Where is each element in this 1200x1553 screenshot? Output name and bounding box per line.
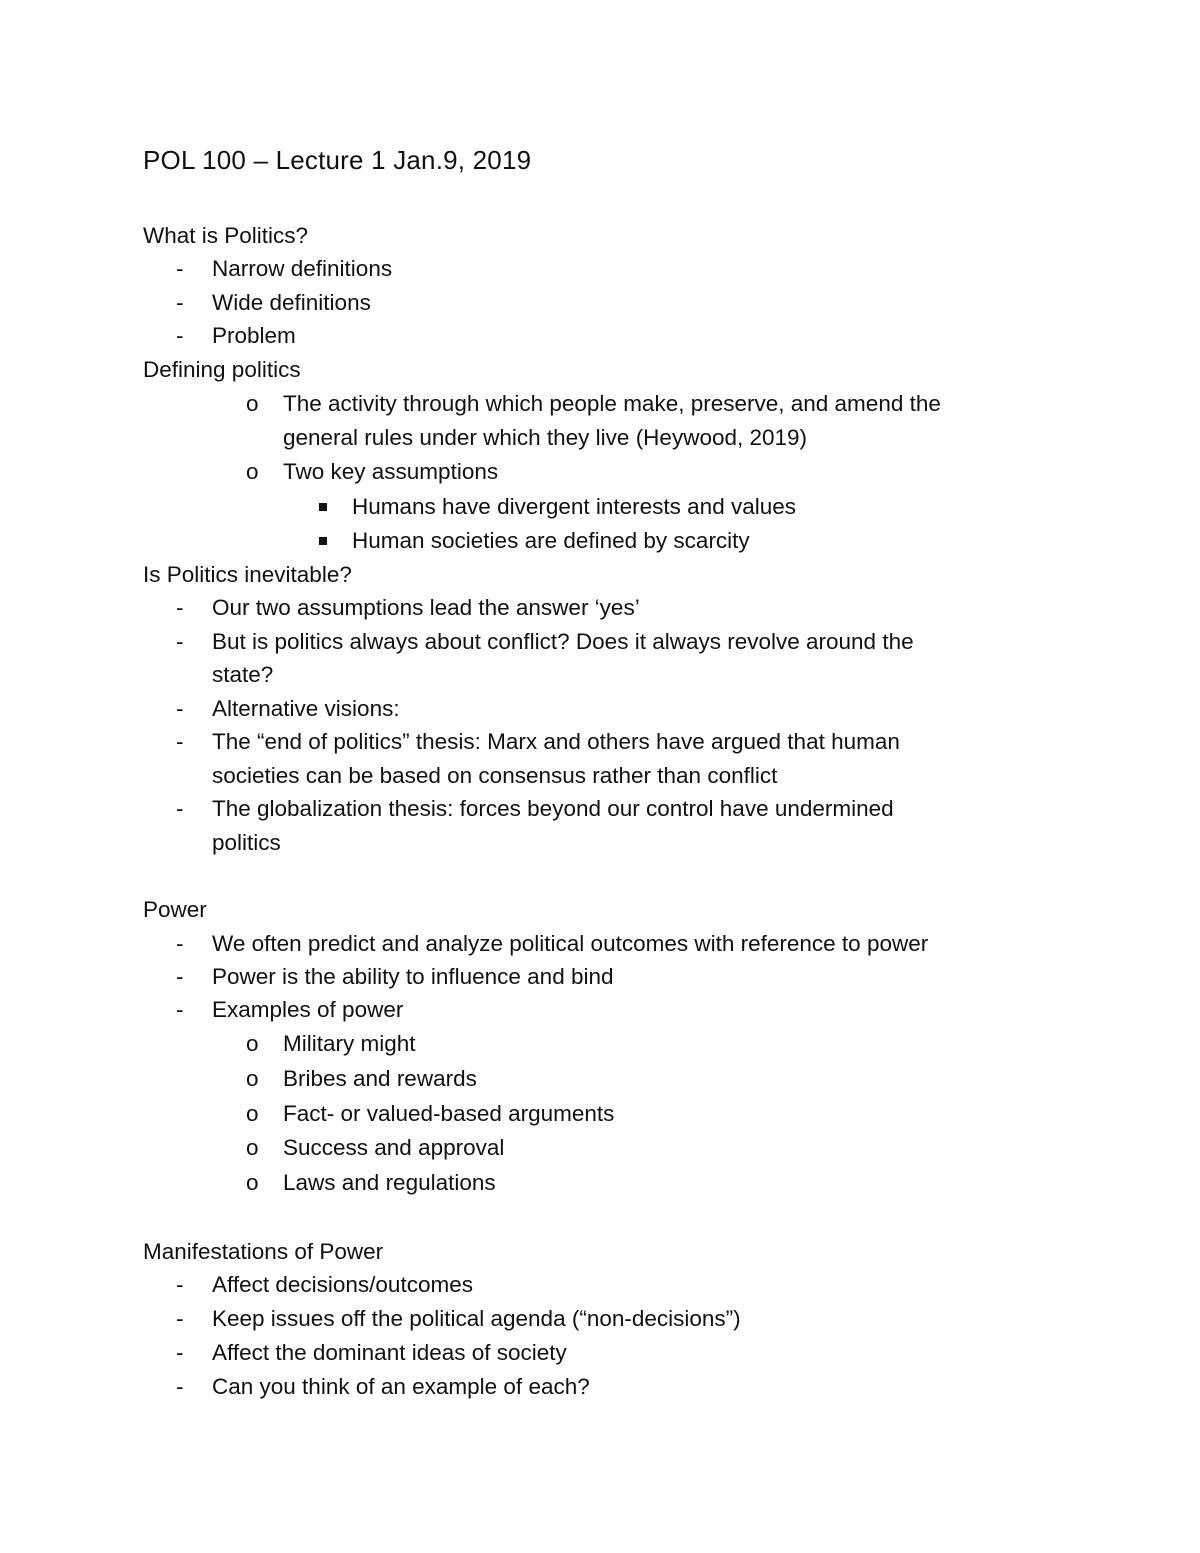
list-item: Keep issues off the political agenda (“non-decisions”) [212, 1306, 741, 1331]
circle-bullet-icon: o [246, 1101, 259, 1126]
document-title: POL 100 – Lecture 1 Jan.9, 2019 [143, 145, 532, 175]
list-item: Narrow definitions [212, 256, 393, 281]
dash-bullet-icon: - [176, 696, 184, 721]
section-heading-inevitable: Is Politics inevitable? [143, 562, 352, 587]
dash-bullet-icon: - [176, 931, 184, 956]
list-item: Power is the ability to influence and bind [212, 964, 614, 989]
list-item: The “end of politics” thesis: Marx and others have argued that human [212, 729, 900, 754]
square-bullet-icon [319, 503, 327, 511]
list-item: But is politics always about conflict? Does it always revolve around the [212, 629, 914, 654]
list-item: Human societies are defined by scarcity [352, 528, 750, 553]
list-item-continuation: state? [212, 662, 274, 687]
list-item: Fact- or valued-based arguments [283, 1101, 615, 1126]
square-bullet-icon [319, 537, 327, 545]
circle-bullet-icon: o [246, 1066, 259, 1091]
circle-bullet-icon: o [246, 1135, 259, 1160]
section-heading-power: Power [143, 897, 207, 922]
list-item-continuation: societies can be based on consensus rather than conflict [212, 763, 778, 788]
list-item: Bribes and rewards [283, 1066, 477, 1091]
list-item: Examples of power [212, 997, 404, 1022]
list-item: Affect decisions/outcomes [212, 1272, 473, 1297]
list-item: Two key assumptions [283, 459, 499, 484]
dash-bullet-icon: - [176, 595, 184, 620]
list-item: Wide definitions [212, 290, 371, 315]
list-item: Humans have divergent interests and values [352, 494, 797, 519]
list-item: The globalization thesis: forces beyond our control have undermined [212, 796, 894, 821]
list-item: Can you think of an example of each? [212, 1374, 590, 1399]
circle-bullet-icon: o [246, 459, 259, 484]
list-item: Success and approval [283, 1135, 505, 1160]
dash-bullet-icon: - [176, 629, 184, 654]
dash-bullet-icon: - [176, 997, 184, 1022]
list-item-continuation: general rules under which they live (Heywood, 2019) [283, 425, 808, 450]
section-heading-what-is-politics: What is Politics? [143, 223, 309, 248]
dash-bullet-icon: - [176, 796, 184, 821]
list-item: Affect the dominant ideas of society [212, 1340, 567, 1365]
section-heading-manifestations: Manifestations of Power [143, 1239, 384, 1264]
circle-bullet-icon: o [246, 1170, 259, 1195]
dash-bullet-icon: - [176, 1374, 184, 1399]
list-item-continuation: politics [212, 830, 281, 855]
list-item: Laws and regulations [283, 1170, 496, 1195]
dash-bullet-icon: - [176, 323, 184, 348]
dash-bullet-icon: - [176, 964, 184, 989]
list-item: Problem [212, 323, 296, 348]
list-item: Military might [283, 1031, 416, 1056]
circle-bullet-icon: o [246, 1031, 259, 1056]
circle-bullet-icon: o [246, 391, 259, 416]
list-item: The activity through which people make, preserve, and amend the [283, 391, 941, 416]
dash-bullet-icon: - [176, 256, 184, 281]
dash-bullet-icon: - [176, 1272, 184, 1297]
dash-bullet-icon: - [176, 1340, 184, 1365]
list-item: We often predict and analyze political outcomes with reference to power [212, 931, 929, 956]
dash-bullet-icon: - [176, 290, 184, 315]
dash-bullet-icon: - [176, 729, 184, 754]
dash-bullet-icon: - [176, 1306, 184, 1331]
list-item: Our two assumptions lead the answer ‘yes’ [212, 595, 640, 620]
section-heading-defining-politics: Defining politics [143, 357, 301, 382]
list-item: Alternative visions: [212, 696, 400, 721]
